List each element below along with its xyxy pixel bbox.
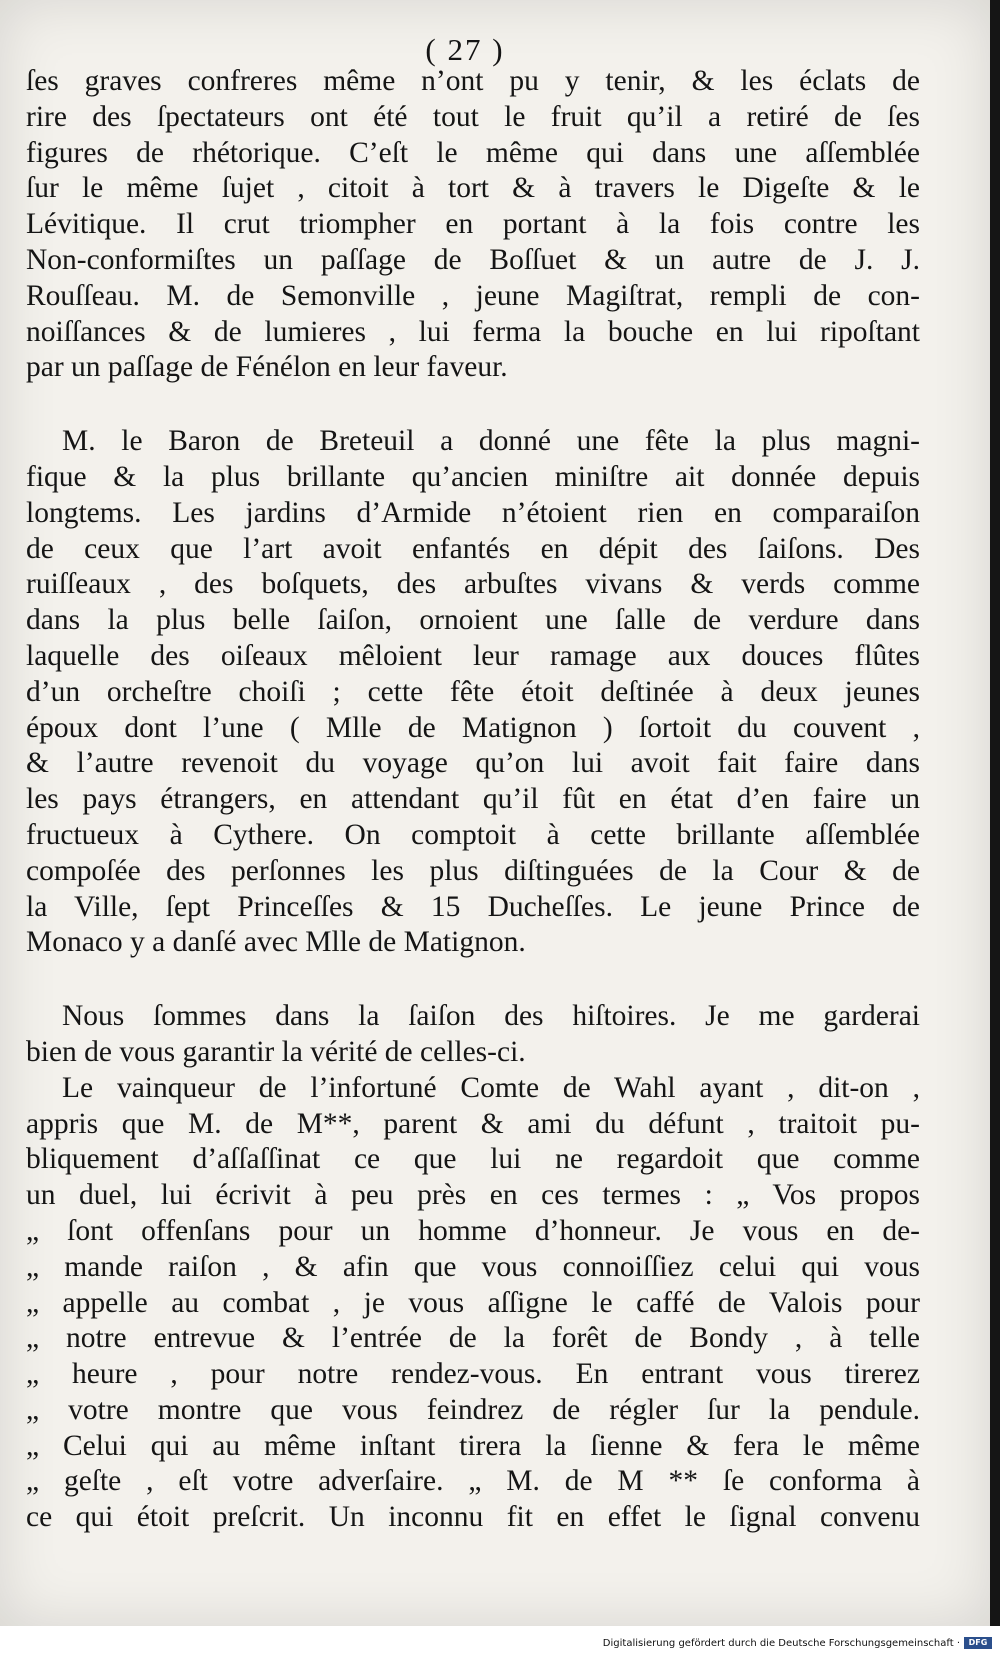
text-line: „ mande raiſon , & afin que vous connoiſſiez celui qui vous <box>26 1250 920 1283</box>
text-line: Non-conformiſtes un paſſage de Boſſuet & un autre de J. J. <box>26 243 920 276</box>
paragraph-gap <box>26 386 920 424</box>
text-line: „ appelle au combat , je vous aſſigne le caffé de Valois pour <box>26 1286 920 1319</box>
text-line: les pays étrangers, en attendant qu’il fût en état d’en faire un <box>26 783 920 816</box>
text-line: longtems. Les jardins d’Armide n’étoient rien en comparaiſon <box>26 496 920 529</box>
text-line: époux dont l’une ( Mlle de Matignon ) ſortoit du couvent , <box>26 711 920 744</box>
text-line: rire des ſpectateurs ont été tout le fruit qu’il a retiré de ſes <box>26 100 920 133</box>
text-line: „ votre montre que vous feindrez de régler ſur la pendule. <box>26 1393 920 1426</box>
body-text <box>26 64 920 1536</box>
text-line: laquelle des oiſeaux mêloient leur ramage aux douces flûtes <box>26 639 920 672</box>
text-line: ſur le même ſujet , citoit à tort & à travers le Digeſte & le <box>26 172 920 205</box>
text-line: un duel, lui écrivit à peu près en ces termes : „ Vos propos <box>26 1179 920 1212</box>
text-line: appris que M. de M**, parent & ami du défunt , traitoit pu- <box>26 1107 920 1140</box>
text-line: „ notre entrevue & l’entrée de la forêt de Bondy , à telle <box>26 1322 920 1355</box>
text-line: „ Celui qui au même inſtant tirera la ſienne & fera le même <box>26 1429 920 1462</box>
text-line: „ ſont offenſans pour un homme d’honneur. Je vous en de- <box>26 1214 920 1247</box>
text-line: & l’autre revenoit du voyage qu’on lui avoit fait faire dans <box>26 747 920 780</box>
text-line: bliquement d’aſſaſſinat ce que lui ne regardoit que comme <box>26 1143 920 1176</box>
text-line: la Ville, ſept Princeſſes & 15 Ducheſſes. Le jeune Prince de <box>26 890 920 923</box>
text-line: par un paſſage de Fénélon en leur faveur. <box>26 351 508 384</box>
text-line: noiſſances & de lumieres , lui ferma la bouche en lui ripoſtant <box>26 315 920 348</box>
text-line: Rouſſeau. M. de Semonville , jeune Magiſtrat, rempli de con- <box>26 279 920 312</box>
text-line: d’un orcheſtre choiſi ; cette fête étoit deſtinée à deux jeunes <box>26 675 920 708</box>
text-line: dans la plus belle ſaiſon, ornoient une ſalle de verdure dans <box>26 604 920 637</box>
text-line: bien de vous garantir la vérité de celles-ci. <box>26 1035 526 1068</box>
text-line: Le vainqueur de l’infortuné Comte de Wahl ayant , dit-on , <box>62 1071 920 1104</box>
dfg-logo: DFG <box>964 1637 992 1649</box>
text-line: figures de rhétorique. C’eſt le même qui dans une aſſemblée <box>26 136 920 169</box>
text-line: fique & la plus brillante qu’ancien miniſtre ait donnée depuis <box>26 460 920 493</box>
text-line: fructueux à Cythere. On comptoit à cette brillante aſſemblée <box>26 818 920 851</box>
text-line: Lévitique. Il crut triompher en portant à la fois contre les <box>26 208 920 241</box>
text-line: de ceux que l’art avoit enfantés en dépit des ſaiſons. Des <box>26 532 920 565</box>
scan-edge <box>990 0 1000 1661</box>
text-line: ruiſſeaux , des boſquets, des arbuſtes vivans & verds comme <box>26 568 920 601</box>
page-number: ( 27 ) <box>425 32 505 67</box>
digitization-credit: Digitalisierung gefördert durch die Deutsche Forschungsgemeinschaft · <box>602 1638 960 1649</box>
text-line: compoſée des perſonnes les plus diſtinguées de la Cour & de <box>26 854 920 887</box>
paragraph-gap <box>26 961 920 999</box>
text-line: „ geſte , eſt votre adverſaire. „ M. de M ** ſe conforma à <box>26 1465 920 1498</box>
text-line: M. le Baron de Breteuil a donné une fête la plus magni- <box>62 425 920 458</box>
text-line: Monaco y a danſé avec Mlle de Matignon. <box>26 926 526 959</box>
text-line: ſes graves confreres même n’ont pu y tenir, & les éclats de <box>26 65 920 97</box>
text-line: Nous ſommes dans la ſaiſon des hiſtoires. Je me garderai <box>62 1000 920 1033</box>
text-line: ce qui étoit preſcrit. Un inconnu fit en effet le ſignal convenu <box>26 1501 920 1534</box>
text-line: „ heure , pour notre rendez-vous. En entrant vous tirerez <box>26 1358 920 1391</box>
